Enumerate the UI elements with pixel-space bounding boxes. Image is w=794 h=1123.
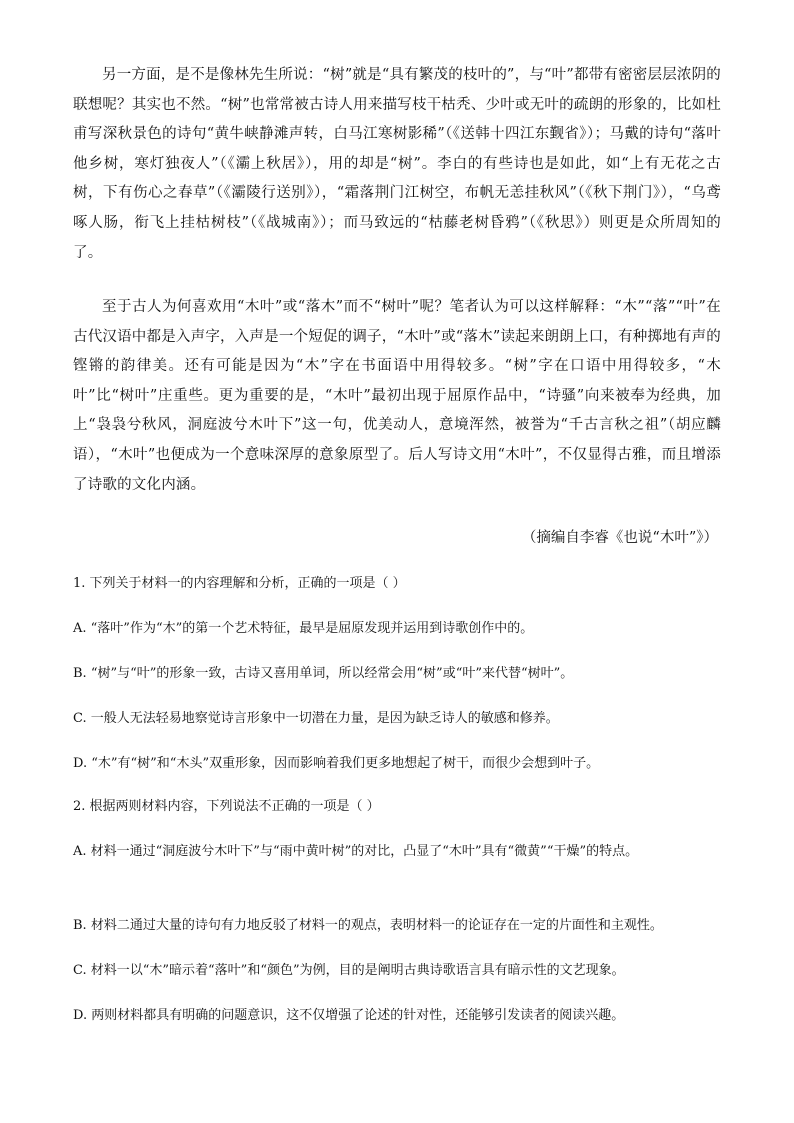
passage-source: （摘编自李睿《也说“木叶”》） bbox=[521, 530, 718, 546]
question-1-option-b: B. “树”与“叶”的形象一致，古诗又喜用单词，所以经常会用“树”或“叶”来代替“树叶”。 bbox=[73, 666, 574, 681]
question-2-option-a: A. 材料一通过“洞庭波兮木叶下”与“雨中黄叶树”的对比，凸显了“木叶”具有“微黄”“干燥”的特点。 bbox=[73, 844, 639, 859]
passage-paragraph-2: 至于古人为何喜欢用“木叶”或“落木”而不“树叶”呢？笔者认为可以这样解释：“木”“落”“叶”在古代汉语中都是入声字，入声是一个短促的调子，“木叶”或“落木”读起来朗朗上口，有种掷地有声的铿锵的韵律美。还有可能是因为“木”字在书面语中用得较多。“树”字在口语中用得较多，“木叶”比“树叶”庄重些。更为重要的是，“木叶”最初出现于屈原作品中，“诗骚”向来被奉为经典，加上“袅袅兮秋风，洞庭波兮木叶下”这一句，优美动人，意境浑然，被誉为“千古言秋之祖”（胡应麟语），“木叶”也便成为一个意味深厚的意象原型了。后人写诗文用“木叶”，不仅显得古雅，而且增添了诗歌的文化内涵。 bbox=[73, 299, 721, 493]
question-1-option-d: D. “木”有“树”和“木头”双重形象，因而影响着我们更多地想起了树干，而很少会想到叶子。 bbox=[73, 756, 600, 771]
question-1-option-a: A. “落叶”作为“木”的第一个艺术特征，最早是屈原发现并运用到诗歌创作中的。 bbox=[73, 621, 534, 636]
question-1-option-c: C. 一般人无法轻易地察觉诗言形象中一切潜在力量，是因为缺乏诗人的敏感和修养。 bbox=[73, 711, 559, 726]
passage-paragraph-1: 另一方面，是不是像林先生所说：“树”就是“具有繁茂的枝叶的”，与“叶”都带有密密层层浓阴的联想呢？其实也不然。“树”也常常被古诗人用来描写枝干枯秃、少叶或无叶的疏朗的形象的，比如杜甫写深秋景色的诗句“黄牛峡静滩声转，白马江寒树影稀”（《送韩十四江东觐省》）；马戴的诗句“落叶他乡树，寒灯独夜人”（《灞上秋居》），用的却是“树”。李白的有些诗也是如此，如“上有无花之古树，下有伤心之春草”（《灞陵行送别》），“霜落荆门江树空，布帆无恙挂秋风”（《秋下荆门》），“乌鸢啄人肠，衔飞上挂枯树枝”（《战城南》）；而马致远的“枯藤老树昏鸦”（《秋思》）则更是众所周知的了。 bbox=[73, 67, 721, 261]
question-2-option-d: D. 两则材料都具有明确的问题意识，这不仅增强了论述的针对性，还能够引发读者的阅读兴趣。 bbox=[73, 1008, 625, 1023]
question-2-option-c: C. 材料一以“木”暗示着“落叶”和“颜色”为例，目的是阐明古典诗歌语言具有暗示性的文艺现象。 bbox=[73, 963, 625, 978]
question-2-stem: 2. 根据两则材料内容，下列说法不正确的一项是（ ） bbox=[73, 799, 380, 814]
question-2-option-b: B. 材料二通过大量的诗句有力地反驳了材料一的观点，表明材料一的论证存在一定的片面性和主观性。 bbox=[73, 918, 663, 933]
question-1-stem: 1. 下列关于材料一的内容理解和分析，正确的一项是（ ） bbox=[73, 576, 406, 591]
